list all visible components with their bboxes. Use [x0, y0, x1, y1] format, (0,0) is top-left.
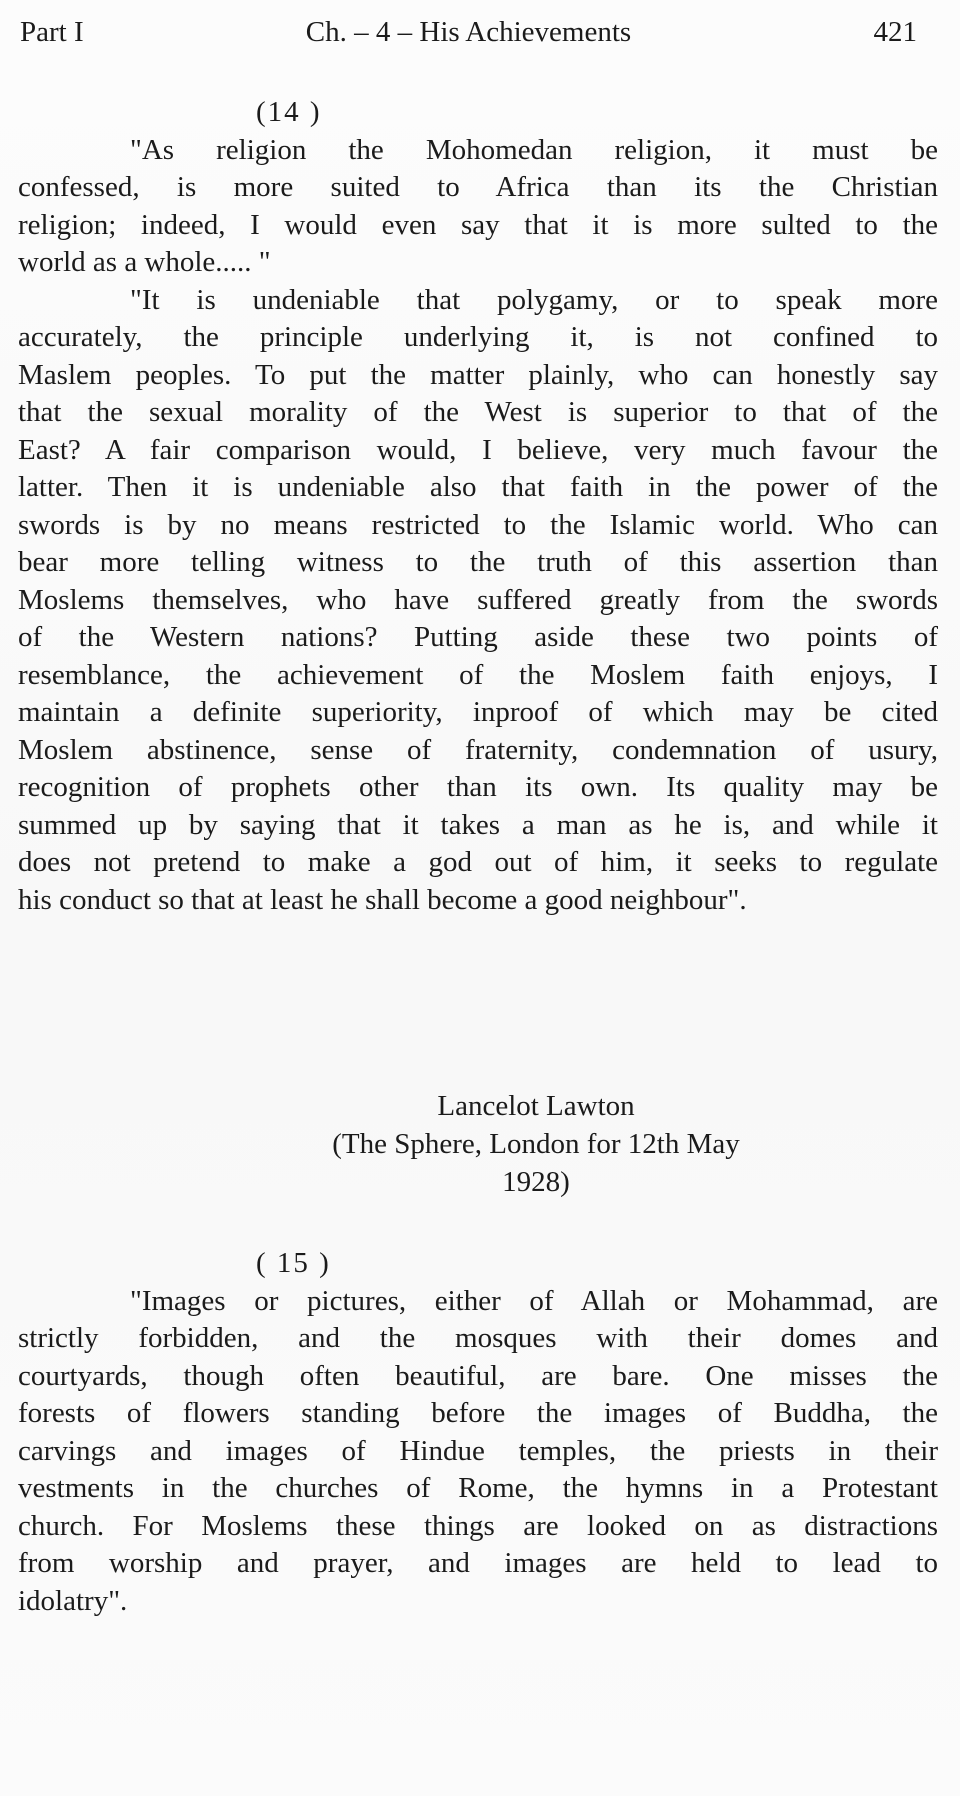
- header-page-number: 421: [873, 16, 917, 48]
- text-line: religion; indeed, I would even say that it is more sulted to the: [18, 208, 938, 241]
- text-line: bear more telling witness to the truth of this assertion than: [18, 546, 938, 578]
- attribution-block: [300, 1087, 772, 1201]
- text-line: world as a whole..... ": [18, 246, 271, 278]
- text-line: accurately, the principle underlying it, is not confined to: [18, 321, 938, 353]
- quote-paragraph-religion: [18, 132, 938, 282]
- quote-paragraph-polygamy: [18, 282, 938, 920]
- text-line: vestments in the churches of Rome, the hymns in a Protestant: [18, 1472, 938, 1504]
- text-line: "Images or pictures, either of Allah or Mohammad, are: [130, 1284, 938, 1317]
- text-line: "It is undeniable that polygamy, or to speak more: [130, 283, 938, 316]
- quote-paragraph-images: [18, 1283, 938, 1621]
- attribution-author: Lancelot Lawton: [437, 1090, 635, 1122]
- attribution-source: (The Sphere, London for 12th May 1928): [332, 1128, 740, 1198]
- text-line: Moslems themselves, who have suffered greatly from the swords: [18, 583, 938, 616]
- text-line: of the Western nations? Putting aside these two points of: [18, 621, 938, 653]
- section-marker-15: ( 15 ): [256, 1247, 331, 1279]
- header-chapter-title: Ch. – 4 – His Achievements: [305, 16, 632, 48]
- text-line: confessed, is more suited to Africa than its the Christian: [18, 171, 938, 203]
- text-line: resemblance, the achievement of the Moslem faith enjoys, I: [18, 658, 938, 691]
- header-part-label: Part I: [20, 16, 84, 48]
- text-line: that the sexual morality of the West is superior to that of the: [18, 396, 938, 428]
- text-line: summed up by saying that it takes a man as he is, and while it: [18, 808, 938, 841]
- text-line: strictly forbidden, and the mosques with their domes and: [18, 1322, 938, 1354]
- page-content: [0, 94, 960, 1620]
- text-line: church. For Moslems these things are looked on as distractions: [18, 1509, 938, 1542]
- text-line: maintain a definite superiority, inproof of which may be cited: [18, 696, 938, 728]
- text-line: carvings and images of Hindue temples, the priests in their: [18, 1434, 938, 1467]
- section-marker-14: (14 ): [256, 96, 322, 128]
- text-line: does not pretend to make a god out of him, it seeks to regulate: [18, 846, 938, 878]
- text-line: "As religion the Mohomedan religion, it must be: [130, 133, 938, 166]
- text-line: East? A fair comparison would, I believe, very much favour the: [18, 433, 938, 466]
- text-line: Maslem peoples. To put the matter plainly, who can honestly say: [18, 358, 938, 391]
- page-header: [0, 0, 960, 50]
- text-line: from worship and prayer, and images are held to lead to: [18, 1547, 938, 1579]
- text-line: latter. Then it is undeniable also that faith in the power of the: [18, 471, 938, 503]
- text-line: Moslem abstinence, sense of fraternity, condemnation of usury,: [18, 733, 938, 766]
- text-line: courtyards, though often beautiful, are bare. One misses the: [18, 1359, 938, 1392]
- text-line: his conduct so that at least he shall become a good neighbour".: [18, 883, 747, 916]
- text-line: recognition of prophets other than its own. Its quality may be: [18, 771, 938, 803]
- text-line: forests of flowers standing before the images of Buddha, the: [18, 1397, 938, 1429]
- text-line: swords is by no means restricted to the Islamic world. Who can: [18, 508, 938, 541]
- text-line: idolatry".: [18, 1584, 128, 1617]
